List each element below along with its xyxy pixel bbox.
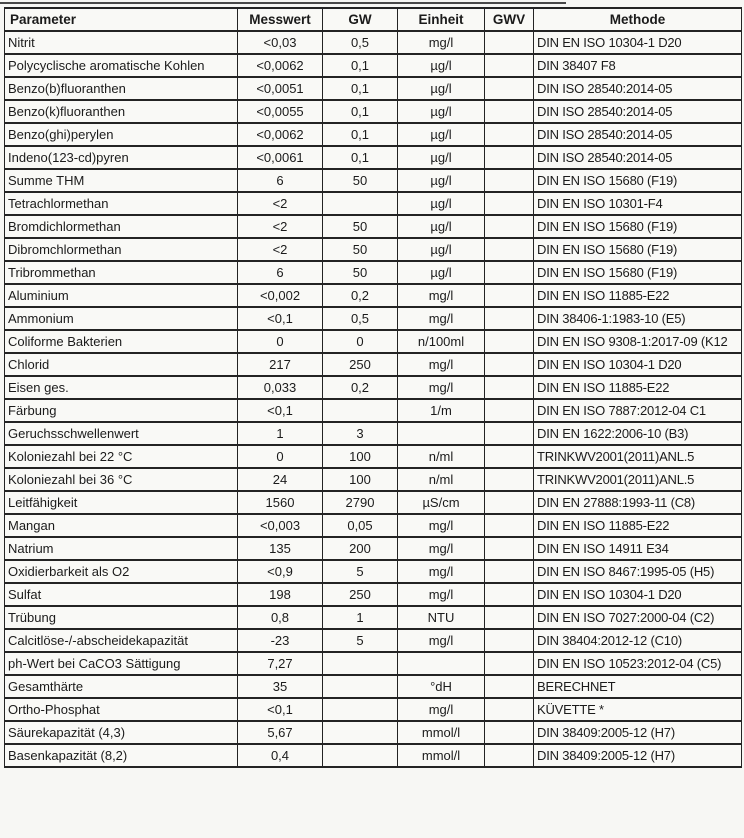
cell-parameter: Koloniezahl bei 22 °C bbox=[5, 445, 238, 468]
table-row bbox=[5, 468, 742, 491]
cell-gwv bbox=[485, 330, 534, 353]
table-row bbox=[5, 77, 742, 100]
cell-methode: DIN EN ISO 14911 E34 bbox=[534, 537, 742, 560]
cell-gwv bbox=[485, 353, 534, 376]
cell-gw: 0,1 bbox=[323, 54, 398, 77]
table-row bbox=[5, 675, 742, 698]
cell-gw: 0,1 bbox=[323, 146, 398, 169]
cell-parameter: Gesamthärte bbox=[5, 675, 238, 698]
cell-methode: DIN EN 1622:2006-10 (B3) bbox=[534, 422, 742, 445]
cell-messwert: 1 bbox=[238, 422, 323, 445]
cell-gw: 5 bbox=[323, 629, 398, 652]
cell-gw: 0,1 bbox=[323, 123, 398, 146]
scan-artifact-line bbox=[0, 2, 566, 4]
cell-gw: 0,2 bbox=[323, 284, 398, 307]
cell-gwv bbox=[485, 606, 534, 629]
cell-parameter: Nitrit bbox=[5, 31, 238, 54]
cell-gwv bbox=[485, 583, 534, 606]
water-analysis-table bbox=[4, 7, 742, 768]
table-row bbox=[5, 123, 742, 146]
cell-einheit: mg/l bbox=[398, 583, 485, 606]
cell-gw bbox=[323, 744, 398, 767]
cell-parameter: Färbung bbox=[5, 399, 238, 422]
cell-messwert: <0,1 bbox=[238, 399, 323, 422]
cell-parameter: Benzo(ghi)perylen bbox=[5, 123, 238, 146]
cell-gw: 0 bbox=[323, 330, 398, 353]
table-row bbox=[5, 445, 742, 468]
cell-messwert: 135 bbox=[238, 537, 323, 560]
cell-methode: TRINKWV2001(2011)ANL.5 bbox=[534, 468, 742, 491]
cell-messwert: 217 bbox=[238, 353, 323, 376]
table-row bbox=[5, 284, 742, 307]
cell-messwert: <0,0061 bbox=[238, 146, 323, 169]
cell-methode: DIN ISO 28540:2014-05 bbox=[534, 77, 742, 100]
cell-parameter: Calcitlöse-/-abscheidekapazität bbox=[5, 629, 238, 652]
cell-methode: DIN 38404:2012-12 (C10) bbox=[534, 629, 742, 652]
cell-parameter: Polycyclische aromatische Kohlen bbox=[5, 54, 238, 77]
cell-gwv bbox=[485, 468, 534, 491]
cell-gwv bbox=[485, 123, 534, 146]
cell-gw bbox=[323, 721, 398, 744]
cell-gw bbox=[323, 399, 398, 422]
cell-einheit: NTU bbox=[398, 606, 485, 629]
cell-einheit: mg/l bbox=[398, 353, 485, 376]
table-row bbox=[5, 192, 742, 215]
cell-gw: 5 bbox=[323, 560, 398, 583]
cell-einheit: mg/l bbox=[398, 537, 485, 560]
cell-methode: DIN EN ISO 7027:2000-04 (C2) bbox=[534, 606, 742, 629]
cell-methode: DIN 38409:2005-12 (H7) bbox=[534, 744, 742, 767]
table-row bbox=[5, 353, 742, 376]
cell-messwert: 24 bbox=[238, 468, 323, 491]
cell-methode: DIN EN ISO 10304-1 D20 bbox=[534, 583, 742, 606]
cell-methode: DIN 38409:2005-12 (H7) bbox=[534, 721, 742, 744]
cell-messwert: <0,9 bbox=[238, 560, 323, 583]
cell-parameter: Aluminium bbox=[5, 284, 238, 307]
cell-methode: DIN ISO 28540:2014-05 bbox=[534, 146, 742, 169]
cell-parameter: Geruchsschwellenwert bbox=[5, 422, 238, 445]
cell-messwert: 35 bbox=[238, 675, 323, 698]
cell-gw: 50 bbox=[323, 238, 398, 261]
table-row bbox=[5, 100, 742, 123]
cell-methode: KÜVETTE * bbox=[534, 698, 742, 721]
cell-methode: DIN EN ISO 9308-1:2017-09 (K12 bbox=[534, 330, 742, 353]
cell-einheit: µg/l bbox=[398, 215, 485, 238]
cell-gw: 0,5 bbox=[323, 31, 398, 54]
table-row bbox=[5, 169, 742, 192]
cell-parameter: Mangan bbox=[5, 514, 238, 537]
cell-gw bbox=[323, 675, 398, 698]
cell-messwert: <0,0051 bbox=[238, 77, 323, 100]
cell-methode: DIN ISO 28540:2014-05 bbox=[534, 123, 742, 146]
cell-einheit: µg/l bbox=[398, 54, 485, 77]
cell-einheit: n/ml bbox=[398, 468, 485, 491]
cell-gw: 100 bbox=[323, 468, 398, 491]
table-row bbox=[5, 629, 742, 652]
header-gwv: GWV bbox=[485, 8, 534, 31]
cell-messwert: <0,0062 bbox=[238, 54, 323, 77]
table-row bbox=[5, 422, 742, 445]
cell-gwv bbox=[485, 169, 534, 192]
cell-messwert: <2 bbox=[238, 192, 323, 215]
header-methode: Methode bbox=[534, 8, 742, 31]
cell-gwv bbox=[485, 514, 534, 537]
cell-einheit: n/ml bbox=[398, 445, 485, 468]
cell-gwv bbox=[485, 192, 534, 215]
cell-methode: DIN EN ISO 10304-1 D20 bbox=[534, 353, 742, 376]
table-row bbox=[5, 54, 742, 77]
cell-gwv bbox=[485, 100, 534, 123]
cell-methode: DIN EN ISO 10523:2012-04 (C5) bbox=[534, 652, 742, 675]
cell-parameter: Bromdichlormethan bbox=[5, 215, 238, 238]
cell-gwv bbox=[485, 445, 534, 468]
cell-parameter: Säurekapazität (4,3) bbox=[5, 721, 238, 744]
cell-parameter: Eisen ges. bbox=[5, 376, 238, 399]
cell-einheit bbox=[398, 652, 485, 675]
cell-messwert: <2 bbox=[238, 238, 323, 261]
cell-einheit: 1/m bbox=[398, 399, 485, 422]
cell-gw: 50 bbox=[323, 169, 398, 192]
cell-parameter: Trübung bbox=[5, 606, 238, 629]
cell-gwv bbox=[485, 307, 534, 330]
cell-einheit: n/100ml bbox=[398, 330, 485, 353]
cell-messwert: 0,033 bbox=[238, 376, 323, 399]
cell-einheit: °dH bbox=[398, 675, 485, 698]
cell-messwert: 6 bbox=[238, 261, 323, 284]
cell-gwv bbox=[485, 77, 534, 100]
table-row bbox=[5, 261, 742, 284]
cell-gwv bbox=[485, 31, 534, 54]
cell-parameter: Sulfat bbox=[5, 583, 238, 606]
cell-parameter: Tetrachlormethan bbox=[5, 192, 238, 215]
cell-methode: TRINKWV2001(2011)ANL.5 bbox=[534, 445, 742, 468]
cell-einheit: mg/l bbox=[398, 284, 485, 307]
cell-methode: DIN EN ISO 10304-1 D20 bbox=[534, 31, 742, 54]
cell-gwv bbox=[485, 652, 534, 675]
cell-messwert: <0,002 bbox=[238, 284, 323, 307]
table-row bbox=[5, 721, 742, 744]
cell-einheit: mmol/l bbox=[398, 744, 485, 767]
cell-messwert: 1560 bbox=[238, 491, 323, 514]
cell-parameter: Tribrommethan bbox=[5, 261, 238, 284]
table-row bbox=[5, 537, 742, 560]
cell-parameter: Basenkapazität (8,2) bbox=[5, 744, 238, 767]
cell-gwv bbox=[485, 146, 534, 169]
cell-gwv bbox=[485, 629, 534, 652]
cell-einheit: µg/l bbox=[398, 123, 485, 146]
cell-gwv bbox=[485, 537, 534, 560]
table-body bbox=[5, 31, 742, 767]
cell-gw: 0,5 bbox=[323, 307, 398, 330]
cell-messwert: 0,4 bbox=[238, 744, 323, 767]
cell-gw: 50 bbox=[323, 261, 398, 284]
cell-parameter: Dibromchlormethan bbox=[5, 238, 238, 261]
cell-gw: 100 bbox=[323, 445, 398, 468]
cell-gw: 1 bbox=[323, 606, 398, 629]
cell-parameter: Natrium bbox=[5, 537, 238, 560]
cell-gwv bbox=[485, 698, 534, 721]
cell-gw bbox=[323, 652, 398, 675]
cell-messwert: <0,03 bbox=[238, 31, 323, 54]
table-row bbox=[5, 330, 742, 353]
cell-parameter: Leitfähigkeit bbox=[5, 491, 238, 514]
cell-einheit: mg/l bbox=[398, 629, 485, 652]
cell-gwv bbox=[485, 675, 534, 698]
cell-methode: DIN EN 27888:1993-11 (C8) bbox=[534, 491, 742, 514]
cell-gwv bbox=[485, 491, 534, 514]
table-row bbox=[5, 514, 742, 537]
cell-methode: DIN EN ISO 15680 (F19) bbox=[534, 261, 742, 284]
cell-einheit: mg/l bbox=[398, 31, 485, 54]
cell-gwv bbox=[485, 284, 534, 307]
cell-methode: DIN EN ISO 15680 (F19) bbox=[534, 215, 742, 238]
cell-gw: 250 bbox=[323, 583, 398, 606]
table-row bbox=[5, 376, 742, 399]
cell-parameter: Ammonium bbox=[5, 307, 238, 330]
cell-messwert: 7,27 bbox=[238, 652, 323, 675]
cell-messwert: <2 bbox=[238, 215, 323, 238]
table-row bbox=[5, 31, 742, 54]
cell-methode: DIN EN ISO 15680 (F19) bbox=[534, 238, 742, 261]
cell-messwert: -23 bbox=[238, 629, 323, 652]
cell-messwert: <0,0062 bbox=[238, 123, 323, 146]
cell-gwv bbox=[485, 238, 534, 261]
table-row bbox=[5, 215, 742, 238]
cell-einheit: µg/l bbox=[398, 261, 485, 284]
cell-einheit: µg/l bbox=[398, 192, 485, 215]
cell-methode: DIN 38406-1:1983-10 (E5) bbox=[534, 307, 742, 330]
cell-methode: DIN EN ISO 11885-E22 bbox=[534, 376, 742, 399]
cell-methode: BERECHNET bbox=[534, 675, 742, 698]
table-row bbox=[5, 606, 742, 629]
cell-gwv bbox=[485, 744, 534, 767]
cell-einheit: mg/l bbox=[398, 514, 485, 537]
cell-methode: DIN 38407 F8 bbox=[534, 54, 742, 77]
cell-parameter: Benzo(k)fluoranthen bbox=[5, 100, 238, 123]
cell-einheit: µg/l bbox=[398, 238, 485, 261]
cell-einheit: mg/l bbox=[398, 376, 485, 399]
cell-gw: 200 bbox=[323, 537, 398, 560]
cell-parameter: Indeno(123-cd)pyren bbox=[5, 146, 238, 169]
cell-gw bbox=[323, 192, 398, 215]
cell-gwv bbox=[485, 261, 534, 284]
table-header-row bbox=[5, 8, 742, 31]
cell-parameter: Coliforme Bakterien bbox=[5, 330, 238, 353]
header-parameter: Parameter bbox=[5, 8, 238, 31]
cell-einheit bbox=[398, 422, 485, 445]
cell-gw: 0,2 bbox=[323, 376, 398, 399]
header-gw: GW bbox=[323, 8, 398, 31]
cell-einheit: µg/l bbox=[398, 146, 485, 169]
cell-messwert: <0,1 bbox=[238, 698, 323, 721]
cell-parameter: Ortho-Phosphat bbox=[5, 698, 238, 721]
header-messwert: Messwert bbox=[238, 8, 323, 31]
table-row bbox=[5, 491, 742, 514]
table-row bbox=[5, 560, 742, 583]
table-row bbox=[5, 698, 742, 721]
cell-einheit: µg/l bbox=[398, 169, 485, 192]
cell-parameter: Oxidierbarkeit als O2 bbox=[5, 560, 238, 583]
cell-methode: DIN EN ISO 15680 (F19) bbox=[534, 169, 742, 192]
cell-gw: 0,1 bbox=[323, 100, 398, 123]
cell-parameter: Summe THM bbox=[5, 169, 238, 192]
cell-messwert: 5,67 bbox=[238, 721, 323, 744]
cell-parameter: ph-Wert bei CaCO3 Sättigung bbox=[5, 652, 238, 675]
cell-gwv bbox=[485, 721, 534, 744]
table-row bbox=[5, 652, 742, 675]
cell-messwert: 6 bbox=[238, 169, 323, 192]
cell-gw: 50 bbox=[323, 215, 398, 238]
table-row bbox=[5, 238, 742, 261]
cell-einheit: µg/l bbox=[398, 77, 485, 100]
cell-gwv bbox=[485, 54, 534, 77]
cell-gwv bbox=[485, 560, 534, 583]
table-row bbox=[5, 583, 742, 606]
cell-messwert: 0 bbox=[238, 445, 323, 468]
cell-methode: DIN EN ISO 8467:1995-05 (H5) bbox=[534, 560, 742, 583]
table-row bbox=[5, 307, 742, 330]
cell-methode: DIN EN ISO 7887:2012-04 C1 bbox=[534, 399, 742, 422]
cell-messwert: <0,0055 bbox=[238, 100, 323, 123]
cell-gwv bbox=[485, 399, 534, 422]
cell-gw bbox=[323, 698, 398, 721]
cell-einheit: mg/l bbox=[398, 560, 485, 583]
table-row bbox=[5, 146, 742, 169]
cell-gw: 3 bbox=[323, 422, 398, 445]
cell-gw: 2790 bbox=[323, 491, 398, 514]
table-row bbox=[5, 744, 742, 767]
cell-parameter: Koloniezahl bei 36 °C bbox=[5, 468, 238, 491]
cell-einheit: µg/l bbox=[398, 100, 485, 123]
cell-gwv bbox=[485, 376, 534, 399]
header-einheit: Einheit bbox=[398, 8, 485, 31]
cell-messwert: 0 bbox=[238, 330, 323, 353]
cell-methode: DIN EN ISO 11885-E22 bbox=[534, 514, 742, 537]
cell-messwert: <0,003 bbox=[238, 514, 323, 537]
cell-methode: DIN ISO 28540:2014-05 bbox=[534, 100, 742, 123]
cell-methode: DIN EN ISO 11885-E22 bbox=[534, 284, 742, 307]
cell-methode: DIN EN ISO 10301-F4 bbox=[534, 192, 742, 215]
cell-gwv bbox=[485, 215, 534, 238]
cell-messwert: 198 bbox=[238, 583, 323, 606]
cell-parameter: Benzo(b)fluoranthen bbox=[5, 77, 238, 100]
cell-gw: 250 bbox=[323, 353, 398, 376]
cell-einheit: mg/l bbox=[398, 307, 485, 330]
cell-einheit: µS/cm bbox=[398, 491, 485, 514]
cell-gwv bbox=[485, 422, 534, 445]
cell-messwert: <0,1 bbox=[238, 307, 323, 330]
cell-messwert: 0,8 bbox=[238, 606, 323, 629]
cell-gw: 0,05 bbox=[323, 514, 398, 537]
cell-parameter: Chlorid bbox=[5, 353, 238, 376]
cell-einheit: mg/l bbox=[398, 698, 485, 721]
table-row bbox=[5, 399, 742, 422]
cell-einheit: mmol/l bbox=[398, 721, 485, 744]
cell-gw: 0,1 bbox=[323, 77, 398, 100]
